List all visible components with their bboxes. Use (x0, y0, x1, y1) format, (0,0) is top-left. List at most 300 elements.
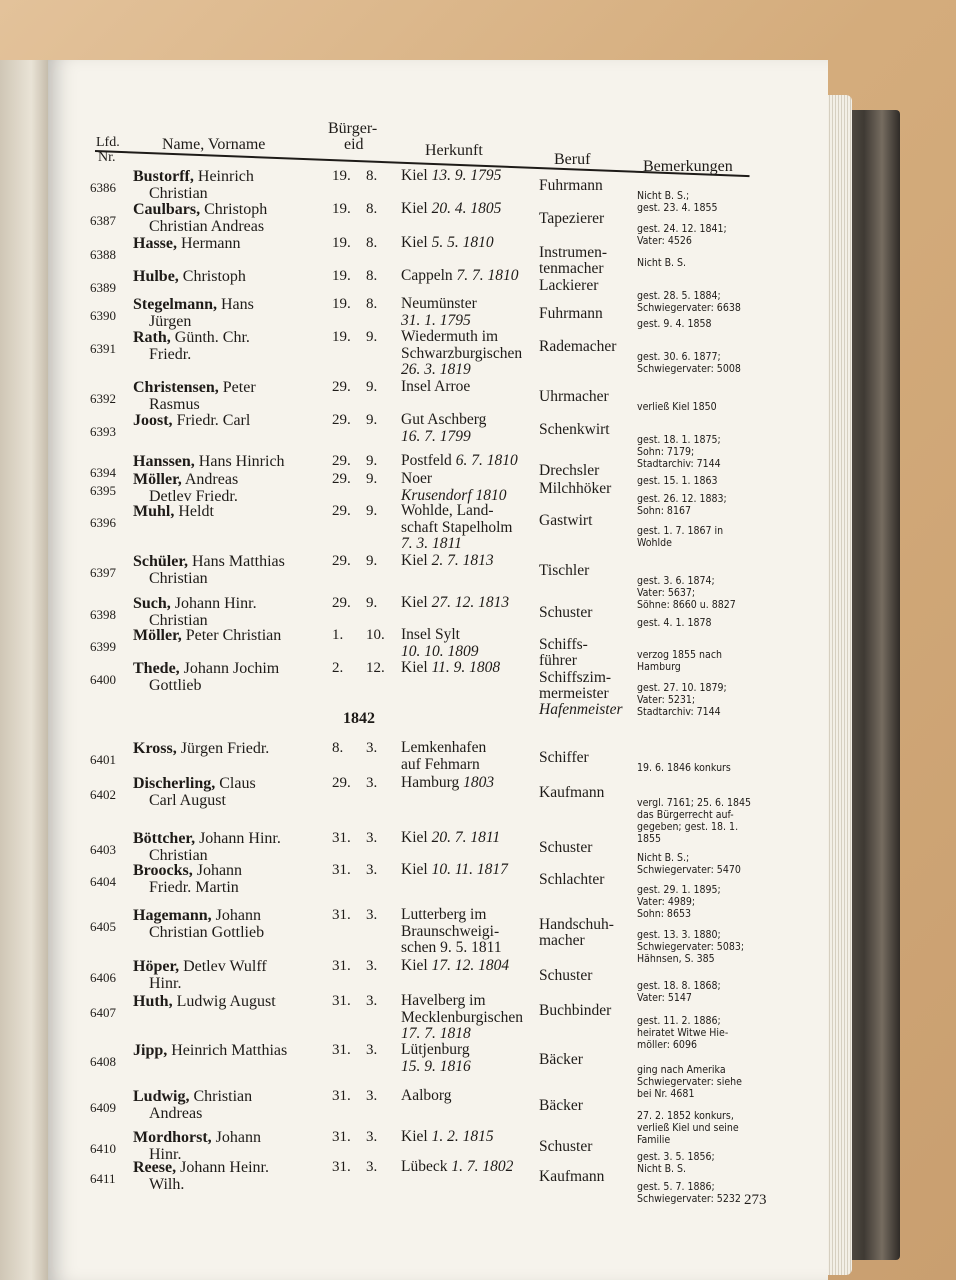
entry-given-name-cont: Christian Andreas (149, 218, 265, 235)
remark-line: Hamburg (637, 661, 681, 673)
entry-origin (401, 958, 509, 975)
entry-origin (401, 1159, 513, 1176)
origin-place: Gut Aschberg (401, 411, 487, 428)
remark-line: Familie (637, 1134, 671, 1146)
entry-number: 6392 (90, 391, 116, 406)
origin-place: Kiel (401, 659, 432, 676)
entry-given-name: Ludwig August (176, 993, 276, 1010)
remark-line: das Bürgerrecht auf- (637, 809, 734, 821)
origin-line-2: schaft Stapelholm (401, 518, 513, 536)
occupation-line-1: Schuster (539, 604, 593, 621)
remark-line: gest. 5. 7. 1886; (637, 1181, 715, 1193)
entry-name (133, 660, 279, 694)
occupation-line-1: Schiffszim- (539, 669, 612, 686)
origin-line-2: auf Fehmarn (401, 755, 480, 773)
entry-remarks (637, 762, 731, 774)
occupation-line-3: Hafenmeister (539, 701, 623, 718)
oath-month: 3. (366, 830, 378, 846)
entry-surname: Huth, (133, 993, 173, 1010)
entry-origin (401, 329, 522, 379)
entry-number: 6402 (90, 787, 116, 802)
entry-remarks (637, 318, 711, 330)
oath-day: 8. (332, 740, 344, 756)
occupation-line-1: Schiffs- (539, 636, 588, 653)
entry-remarks (637, 1064, 742, 1100)
origin-date: 1803 (463, 774, 495, 791)
oath-day: 19. (332, 329, 351, 345)
origin-line-2: 31. 1. 1795 (401, 311, 471, 329)
oath-day: 29. (332, 595, 351, 611)
entry-surname: Hasse, (133, 235, 177, 252)
oath-month: 3. (366, 740, 378, 756)
entry-number: 6395 (90, 483, 116, 498)
entry-origin (401, 660, 500, 677)
entry-remarks (637, 434, 721, 470)
entry-occupation (539, 306, 603, 322)
origin-place: Kiel (401, 552, 432, 569)
entry-origin (401, 453, 518, 470)
occupation-line-2: mermeister (539, 685, 609, 702)
origin-date: 2. 7. 1813 (431, 552, 494, 569)
remark-line: Nicht B. S.; (637, 190, 690, 202)
entry-name (133, 1088, 252, 1122)
entry-surname: Höper, (133, 958, 180, 975)
entry-number: 6387 (90, 213, 116, 228)
entry-origin (401, 1129, 494, 1146)
oath-day: 31. (332, 830, 351, 846)
entry-given-name: Johann Hinr. (174, 595, 257, 612)
entry-given-name: Johann (196, 862, 243, 879)
entry-surname: Möller, (133, 627, 182, 644)
remark-line: gest. 3. 5. 1856; (637, 1151, 715, 1163)
entry-name (133, 1159, 269, 1193)
oath-month: 12. (366, 660, 385, 676)
entry-remarks (637, 1110, 739, 1146)
entry-origin (401, 907, 502, 957)
header-bemerkungen: Bemerkungen (643, 158, 733, 175)
oath-day: 29. (332, 379, 351, 395)
origin-line-2: Mecklenburgischen (401, 1008, 523, 1026)
origin-place: Lütjenburg (401, 1041, 470, 1058)
entry-surname: Mordhorst, (133, 1129, 212, 1146)
entry-given-name: Heinrich Matthias (171, 1042, 288, 1059)
occupation-line-1: Kaufmann (539, 784, 605, 801)
origin-place: Kiel (401, 200, 432, 217)
oath-day: 31. (332, 862, 351, 878)
entry-occupation (539, 245, 607, 277)
entry-remarks (637, 682, 727, 718)
entry-given-name-cont: Christian (149, 185, 208, 202)
entry-remarks (637, 475, 718, 487)
entry-origin (401, 740, 486, 773)
origin-place: Aalborg (401, 1087, 452, 1104)
origin-date: 17. 12. 1804 (431, 957, 510, 974)
oath-month: 9. (366, 503, 378, 519)
oath-day: 31. (332, 958, 351, 974)
entry-given-name-cont: Gottlieb (149, 677, 202, 694)
entry-remarks (637, 223, 727, 247)
header-lfd: Lfd. (96, 135, 120, 150)
entry-origin (401, 595, 509, 612)
origin-date: 20. 4. 1805 (431, 200, 502, 217)
entry-surname: Joost, (133, 412, 173, 429)
entry-occupation (539, 785, 604, 801)
occupation-line-1: Kaufmann (539, 1168, 605, 1185)
occupation-line-2: führer (539, 652, 577, 669)
entry-given-name: Andreas (184, 471, 239, 488)
remark-line: verließ Kiel 1850 (637, 401, 717, 413)
entry-occupation (539, 917, 614, 949)
entry-surname: Caulbars, (133, 201, 201, 218)
oath-day: 31. (332, 993, 351, 1009)
origin-place: Hamburg (401, 774, 464, 791)
entry-given-name: Johann Jochim (183, 660, 280, 677)
remark-line: Sohn: 7179; (637, 446, 695, 458)
oath-month: 9. (366, 595, 378, 611)
entry-occupation (539, 1052, 583, 1068)
remark-line: heiratet Witwe Hie- (637, 1027, 729, 1039)
entry-name (133, 1042, 287, 1059)
entry-occupation (539, 1139, 592, 1155)
entry-given-name: Peter Christian (185, 627, 282, 644)
entry-surname: Stegelmann, (133, 296, 217, 313)
origin-place: Kiel (401, 1128, 432, 1145)
remark-line: Stadtarchiv: 7144 (637, 458, 721, 470)
entry-name (133, 453, 285, 470)
entry-number: 6410 (90, 1141, 116, 1156)
oath-month: 9. (366, 471, 378, 487)
remark-line: gest. 29. 1. 1895; (637, 884, 721, 896)
entry-origin (401, 235, 494, 252)
oath-month: 3. (366, 775, 378, 791)
entry-given-name-cont: Christian (149, 612, 208, 629)
entry-given-name-cont: Wilh. (149, 1176, 185, 1193)
entry-occupation (539, 1169, 604, 1185)
entry-number: 6400 (90, 672, 116, 687)
origin-place: Kiel (401, 829, 432, 846)
oath-day: 29. (332, 453, 351, 469)
origin-line-2: Krusendorf 1810 (401, 486, 507, 504)
origin-line-3: 17. 7. 1818 (401, 1025, 471, 1042)
entry-origin (401, 168, 501, 185)
entry-remarks (637, 649, 722, 673)
entry-given-name: Hans Hinrich (198, 453, 285, 470)
entry-surname: Jipp, (133, 1042, 168, 1059)
origin-date: 5. 5. 1810 (431, 234, 494, 251)
entry-occupation (539, 178, 603, 194)
entry-given-name-cont: Rasmus (149, 396, 200, 413)
entry-occupation (539, 968, 592, 984)
occupation-line-2: tenmacher (539, 260, 604, 277)
entry-given-name: Johann (215, 1129, 261, 1146)
entry-remarks (637, 929, 744, 965)
occupation-line-1: Fuhrmann (539, 305, 603, 322)
entry-occupation (539, 339, 616, 355)
origin-line-2: 15. 9. 1816 (401, 1057, 471, 1075)
remark-line: Schwiegervater: 5470 (637, 864, 741, 876)
entry-occupation (539, 481, 611, 497)
remark-line: gest. 23. 4. 1855 (637, 202, 718, 214)
entry-remarks (637, 525, 723, 549)
entry-remarks (637, 1151, 715, 1175)
entry-name (133, 627, 281, 644)
entry-occupation (539, 637, 588, 669)
oath-day: 29. (332, 471, 351, 487)
entry-occupation (539, 211, 604, 227)
occupation-line-1: Schiffer (539, 749, 589, 766)
entry-given-name: Johann Heinr. (180, 1159, 269, 1176)
entry-remarks (637, 290, 741, 314)
entry-given-name: Peter (222, 379, 256, 396)
entry-given-name: Christoph (204, 201, 268, 218)
entry-occupation (539, 278, 598, 294)
entry-occupation (539, 422, 610, 438)
entry-given-name: Heldt (178, 503, 214, 520)
oath-month: 3. (366, 1129, 378, 1145)
remark-line: Vater: 5231; (637, 694, 696, 706)
remark-line: gest. 1. 7. 1867 in (637, 525, 724, 537)
entry-name (133, 235, 241, 252)
entry-given-name-cont: Christian Gottlieb (149, 924, 265, 941)
entry-given-name: Claus (219, 775, 256, 792)
entry-name (133, 379, 256, 413)
oath-day: 29. (332, 412, 351, 428)
remark-line: gest. 18. 8. 1868; (637, 980, 721, 992)
origin-date: 11. 9. 1808 (431, 659, 501, 676)
remark-line: gest. 3. 6. 1874; (637, 575, 715, 587)
origin-date: 6. 7. 1810 (455, 452, 518, 469)
entry-origin (401, 379, 470, 396)
oath-day: 19. (332, 296, 351, 312)
entry-name (133, 329, 250, 363)
entry-occupation (539, 605, 592, 621)
entry-name (133, 268, 246, 285)
remark-line: Sohn: 8653 (637, 908, 691, 920)
remark-line: gest. 11. 2. 1886; (637, 1015, 721, 1027)
oath-month: 8. (366, 201, 378, 217)
origin-place: Kiel (401, 594, 432, 611)
entry-given-name-cont: Friedr. (149, 346, 192, 363)
entry-remarks (637, 980, 721, 1004)
page-number: 273 (744, 1192, 767, 1208)
oath-month: 3. (366, 862, 378, 878)
entry-given-name-cont: Carl August (149, 792, 226, 809)
entry-occupation (539, 872, 604, 888)
occupation-line-1: Bäcker (539, 1051, 583, 1068)
origin-line-3: schen 9. 5. 1811 (401, 939, 502, 956)
entry-surname: Ludwig, (133, 1088, 190, 1105)
remark-line: Vater: 5147 (637, 992, 692, 1004)
entry-name (133, 740, 269, 757)
remark-line: Schwiegervater: siehe (637, 1076, 742, 1088)
remark-line: Hähnsen, S. 385 (637, 953, 715, 965)
remark-line: Schwiegervater: 5232 (637, 1193, 741, 1205)
entry-occupation (539, 513, 592, 529)
remark-line: gest. 13. 3. 1880; (637, 929, 721, 941)
entry-origin (401, 862, 508, 879)
oath-month: 8. (366, 235, 378, 251)
occupation-line-1: Bäcker (539, 1097, 583, 1114)
oath-day: 31. (332, 907, 351, 923)
remark-line: gest. 26. 12. 1883; (637, 493, 727, 505)
entry-name (133, 595, 257, 629)
oath-day: 31. (332, 1129, 351, 1145)
oath-month: 3. (366, 1159, 378, 1175)
entry-name (133, 503, 214, 520)
entry-given-name-cont: Christian (149, 847, 208, 864)
occupation-line-1: Schuster (539, 967, 593, 984)
oath-day: 29. (332, 503, 351, 519)
occupation-line-1: Rademacher (539, 338, 617, 355)
occupation-line-2: macher (539, 932, 585, 949)
origin-place: Insel Sylt (401, 626, 460, 643)
oath-month: 3. (366, 1042, 378, 1058)
occupation-line-1: Tischler (539, 562, 590, 579)
entry-surname: Böttcher, (133, 830, 196, 847)
entry-given-name: Christoph (182, 268, 246, 285)
entry-name (133, 201, 267, 235)
entry-given-name: Günth. Chr. (174, 329, 250, 346)
remark-line: Schwiegervater: 5008 (637, 363, 741, 375)
entry-name (133, 412, 250, 429)
remark-line: gest. 18. 1. 1875; (637, 434, 721, 446)
origin-line-3: 26. 3. 1819 (401, 361, 471, 378)
entry-given-name-cont: Friedr. Martin (149, 879, 239, 896)
entry-surname: Hagemann, (133, 907, 212, 924)
origin-place: Lutterberg im (401, 906, 487, 923)
entry-surname: Reese, (133, 1159, 177, 1176)
origin-place: Wohlde, Land- (401, 502, 494, 519)
entry-name (133, 296, 254, 330)
header-herkunft: Herkunft (425, 142, 483, 159)
entry-remarks (637, 617, 711, 629)
header-buerger: Bürger- (328, 120, 378, 137)
entry-number: 6408 (90, 1054, 116, 1069)
oath-month: 9. (366, 553, 378, 569)
entry-name (133, 830, 281, 864)
entry-given-name: Hans Matthias (191, 553, 285, 570)
origin-date: 7. 7. 1810 (456, 267, 519, 284)
entry-given-name-cont: Hinr. (149, 975, 182, 992)
origin-place: Lemkenhafen (401, 739, 487, 756)
remark-line: Vater: 5637; (637, 587, 696, 599)
origin-place: Kiel (401, 167, 432, 184)
entry-surname: Bustorff, (133, 168, 194, 185)
oath-day: 2. (332, 660, 344, 676)
entry-given-name-cont: Andreas (149, 1105, 203, 1122)
oath-day: 29. (332, 775, 351, 791)
entry-remarks (637, 190, 718, 214)
oath-day: 1. (332, 627, 344, 643)
remark-line: möller: 6096 (637, 1039, 697, 1051)
oath-month: 3. (366, 1088, 378, 1104)
entry-number: 6397 (90, 565, 116, 580)
remark-line: gest. 24. 12. 1841; (637, 223, 727, 235)
entry-surname: Such, (133, 595, 171, 612)
origin-place: Wiedermuth im (401, 328, 499, 345)
remark-line: vergl. 7161; 25. 6. 1845 (637, 797, 751, 809)
origin-date: 1. 2. 1815 (431, 1128, 494, 1145)
origin-line-2: Braunschweigi- (401, 922, 500, 940)
remark-line: ging nach Amerika (637, 1064, 726, 1076)
entry-number: 6409 (90, 1100, 116, 1115)
header-name: Name, Vorname (162, 136, 266, 153)
remark-line: Wohlde (637, 537, 672, 549)
oath-day: 19. (332, 168, 351, 184)
remark-line: Vater: 4526 (637, 235, 692, 247)
entry-origin (401, 830, 500, 847)
header-nr: Nr. (98, 150, 116, 165)
entry-surname: Broocks, (133, 862, 193, 879)
occupation-line-1: Uhrmacher (539, 388, 609, 405)
entry-occupation (539, 389, 609, 405)
entry-given-name: Christian (193, 1088, 253, 1105)
occupation-line-1: Schuster (539, 839, 593, 856)
oath-month: 3. (366, 907, 378, 923)
oath-day: 29. (332, 553, 351, 569)
occupation-line-1: Milchhöker (539, 480, 612, 497)
entry-remarks (637, 884, 721, 920)
entry-given-name: Hans (221, 296, 254, 313)
entry-given-name: Detlev Wulff (183, 958, 267, 975)
oath-day: 19. (332, 235, 351, 251)
entry-given-name: Heinrich (197, 168, 254, 185)
oath-month: 10. (366, 627, 385, 643)
oath-day: 31. (332, 1159, 351, 1175)
entry-number: 6411 (90, 1171, 116, 1186)
occupation-line-1: Schuster (539, 1138, 593, 1155)
oath-month: 3. (366, 993, 378, 1009)
entry-number: 6403 (90, 842, 116, 857)
entry-remarks (637, 797, 751, 845)
remark-line: 27. 2. 1852 konkurs, (637, 1110, 734, 1122)
entry-number: 6393 (90, 424, 116, 439)
entry-number: 6396 (90, 515, 116, 530)
entry-occupation (539, 750, 589, 766)
year-heading: 1842 (343, 710, 375, 727)
entry-given-name-cont: Detlev Friedr. (149, 488, 238, 505)
occupation-line-1: Fuhrmann (539, 177, 603, 194)
entry-surname: Möller, (133, 471, 182, 488)
entry-given-name: Friedr. Carl (176, 412, 251, 429)
entry-surname: Muhl, (133, 503, 175, 520)
entry-given-name-cont: Jürgen (149, 313, 192, 330)
entry-remarks (637, 575, 736, 611)
entry-number: 6389 (90, 280, 116, 295)
remark-line: Schwiegervater: 5083; (637, 941, 745, 953)
entry-origin (401, 627, 479, 660)
occupation-line-1: Buchbinder (539, 1002, 612, 1019)
remark-line: gest. 27. 10. 1879; (637, 682, 727, 694)
remark-line: gest. 30. 6. 1877; (637, 351, 721, 363)
oath-month: 8. (366, 268, 378, 284)
remark-line: 1855 (637, 833, 662, 845)
entry-origin (401, 1088, 452, 1105)
entry-remarks (637, 401, 717, 413)
entry-remarks (637, 1181, 741, 1205)
entry-name (133, 775, 256, 809)
entry-given-name-cont: Christian (149, 570, 208, 587)
remark-line: Sohn: 8167 (637, 505, 691, 517)
occupation-line-1: Drechsler (539, 462, 600, 479)
remark-line: gest. 28. 5. 1884; (637, 290, 721, 302)
origin-line-2: 16. 7. 1799 (401, 427, 471, 445)
entry-given-name: Hermann (181, 235, 241, 252)
origin-place: Havelberg im (401, 992, 486, 1009)
entry-number: 6398 (90, 607, 116, 622)
origin-place: Kiel (401, 957, 432, 974)
oath-month: 8. (366, 296, 378, 312)
